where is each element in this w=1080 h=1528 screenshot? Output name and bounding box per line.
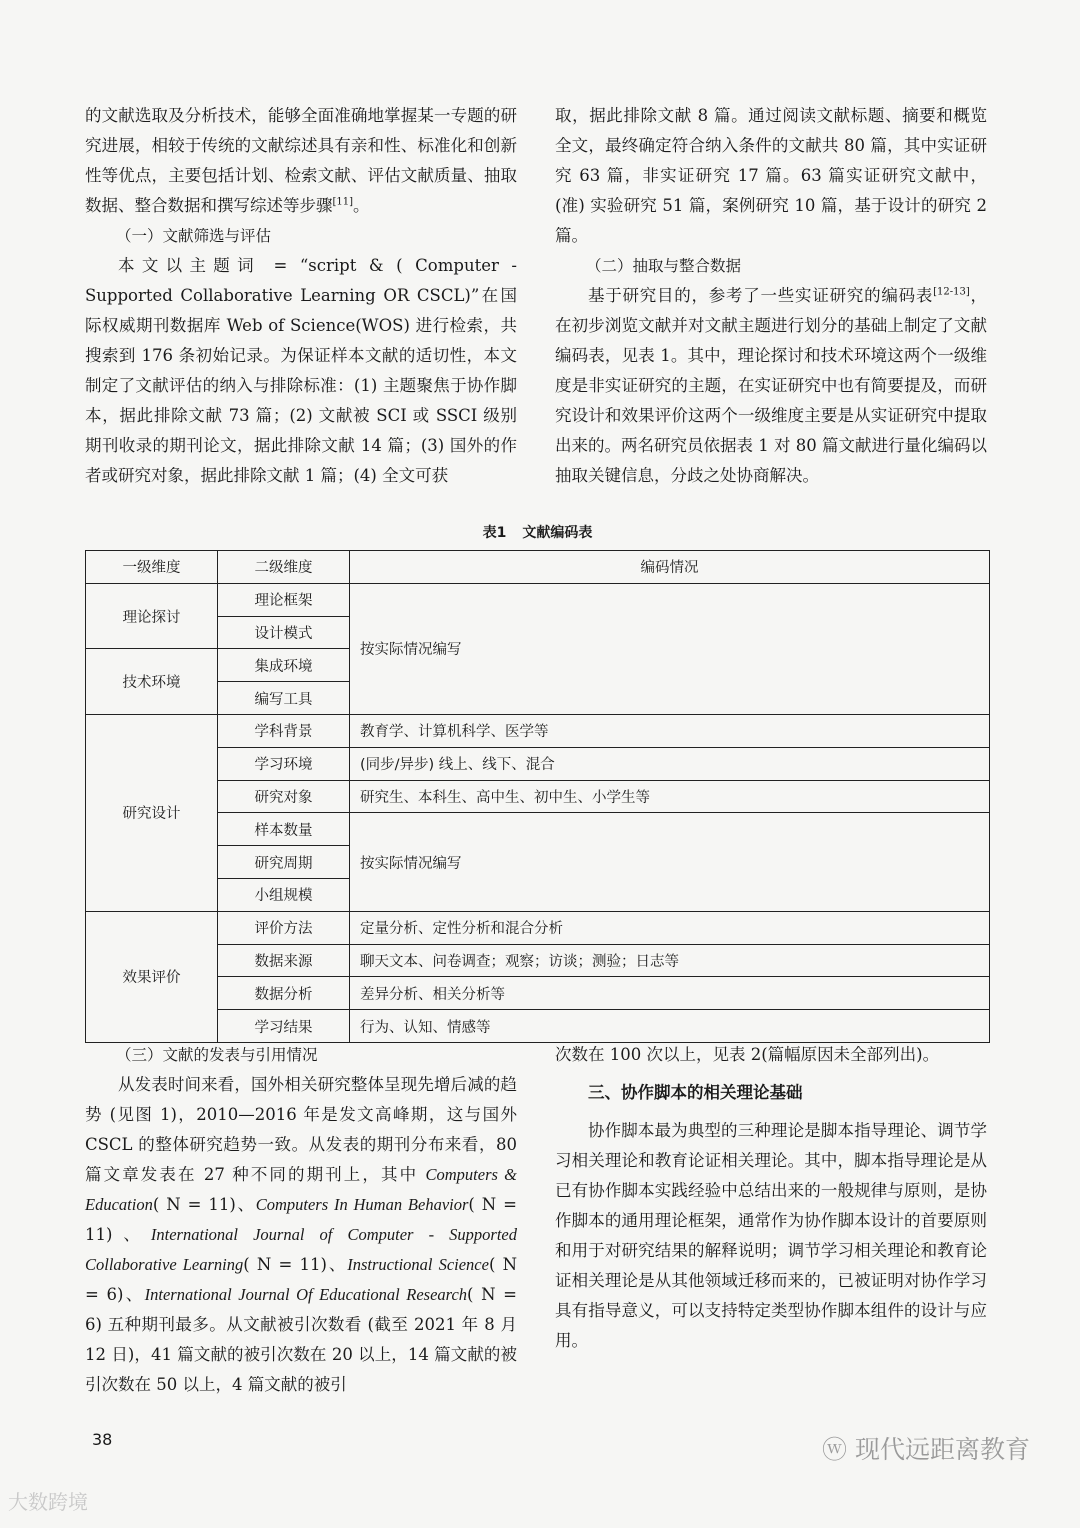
paragraph: 次数在 100 次以上，见表 2(篇幅原因未全部列出)。 — [555, 1045, 940, 1064]
table-row: 数据来源 聊天文本、问卷调查；观察；访谈；测验；日志等 — [86, 944, 990, 977]
section-heading: （一）文献筛选与评估 — [116, 227, 272, 245]
citation: [11] — [332, 196, 354, 208]
table-row: 理论探讨 理论框架 按实际情况编写 — [86, 583, 990, 616]
section-heading: （三）文献的发表与引用情况 — [116, 1046, 318, 1064]
column-1 — [85, 101, 517, 491]
table-header-row: 一级维度 二级维度 编码情况 — [86, 551, 990, 584]
column-2 — [555, 101, 987, 491]
table-row: 技术环境 集成环境 — [86, 649, 990, 682]
journal-name: Instructional Science — [347, 1255, 489, 1274]
table-row: 研究周期 — [86, 846, 990, 879]
journal-name: International Journal of Computer - Supported Collaborative Learning — [85, 1225, 517, 1274]
table-row: 数据分析 差异分析、相关分析等 — [86, 977, 990, 1010]
paragraph: 的文献选取及分析技术，能够全面准确地掌握某一专题的研究进展，相较于传统的文献综述具有亲和性、标准化和创新性等优点，主要包括计划、检索文献、评估文献质量、抽取数据、整合数据和撰写综述等步骤[11]。 — [85, 106, 517, 215]
table-row: 小组规模 — [86, 878, 990, 911]
table-row: 研究设计 学科背景 教育学、计算机科学、医学等 — [86, 714, 990, 747]
table-row: 研究对象 研究生、本科生、高中生、初中生、小学生等 — [86, 780, 990, 813]
table-row: 样本数量 按实际情况编写 — [86, 813, 990, 846]
table-row: 学习结果 行为、认知、情感等 — [86, 1010, 990, 1043]
citation: [12-13] — [933, 286, 970, 298]
paragraph: 协作脚本最为典型的三种理论是脚本指导理论、调节学习相关理论和教育论证相关理论。其中，脚本指导理论是从已有协作脚本实践经验中总结出来的一般规律与原则，是协作脚本的通用理论框架，通常作为协作脚本设计的首要原则和用于对研究结果的解释说明；调节学习相关理论和教育论证相关理论是从其他领域迁移而来的，已被证明对协作学习具有指导意义，可以支持特定类型协作脚本组件的设计与应用。 — [555, 1121, 987, 1350]
column-4 — [555, 1040, 987, 1356]
table-caption: 表1 文献编码表 — [482, 525, 593, 541]
table-row: 编写工具 — [86, 682, 990, 715]
section-heading: （二）抽取与整合数据 — [586, 257, 742, 275]
journal-name: Computers In Human Behavior — [255, 1195, 469, 1214]
paragraph: 基于研究目的，参考了一些实证研究的编码表[12-13]，在初步浏览文献并对文献主题进行划分的基础上制定了文献编码表，见表 1。其中，理论探讨和技术环境这两个一级维度是非实证研究的主题，在实证研究中也有简要提及，而研究设计和效果评价这两个一级维度主要是从实证研究中提取出来的。两名研究员依据表 1 对 80 篇文献进行量化编码以抽取关键信息，分歧之处协商解决。 — [555, 286, 988, 485]
watermark-2: 大数跨境 — [8, 1490, 88, 1514]
journal-name: International Journal Of Educational Research — [144, 1285, 468, 1304]
watermark: ⓦ 现代远距离教育 — [822, 1435, 1030, 1464]
table-row: 效果评价 评价方法 定量分析、定性分析和混合分析 — [86, 911, 990, 944]
paragraph: 本文以主题词 = “script & ( Computer - Supported Collaborative Learning OR CSCL)”在国际权威期刊数据库 Web of Science(WOS) 进行检索，共搜索到 176 条初始记录。为保证样本文献的适切性，本文制定了文献评估的纳入与排除标准：(1) 主题聚焦于协作脚本，据此排除文献 73 篇；(2) 文献被 SCI 或 SSCI 级别期刊收录的期刊论文，据此排除文献 14 篇；(3) 国外的作者或研究对象，据此排除文献 1 篇；(4) 全文可获 — [85, 256, 517, 485]
paragraph: 取，据此排除文献 8 篇。通过阅读文献标题、摘要和概览全文，最终确定符合纳入条件的文献共 80 篇，其中实证研究 63 篇，非实证研究 17 篇。63 篇实证研究文献中，(准) 实验研究 51 篇，案例研究 10 篇，基于设计的研究 2 篇。 — [555, 106, 987, 245]
wechat-icon: ⓦ — [822, 1435, 855, 1464]
page-number: 38 — [92, 1430, 113, 1449]
paragraph: 从发表时间来看，国外相关研究整体呈现先增后减的趋势 (见图 1)，2010—2016 年是发文高峰期，这与国外 CSCL 的整体研究趋势一致。从发表的期刊分布来看，80 篇文章发表在 27 种不同的期刊上，其中 Computers & Education( N = 11)、Computers In Human Behavior( N = 11)、International Journal of Computer - Supported Collaborative Learning( N = 11)、Instructional Science( N = 6)、International Journal Of Educational Research( N = 6) 五种期刊最多。从文献被引次数看 (截至 2021 年 8 月 12 日)，41 篇文献的被引次数在 20 以上，14 篇文献的被引次数在 50 以上，4 篇文献的被引 — [85, 1075, 518, 1394]
table-row: 学习环境 (同步/异步) 线上、线下、混合 — [86, 747, 990, 780]
table-row: 设计模式 — [86, 616, 990, 649]
column-3 — [85, 1040, 517, 1400]
chapter-heading: 三、协作脚本的相关理论基础 — [588, 1083, 803, 1102]
journal-name: Computers & Education — [85, 1165, 517, 1214]
coding-table — [85, 550, 990, 1043]
